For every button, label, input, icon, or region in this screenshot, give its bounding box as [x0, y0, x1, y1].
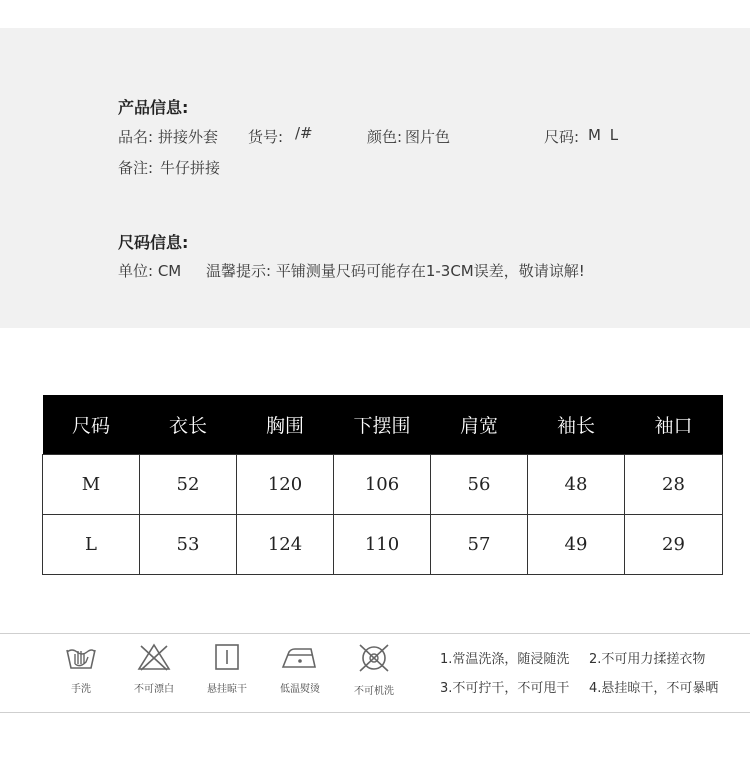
- code-label: 货号:: [248, 128, 284, 146]
- care-top-divider: [0, 633, 750, 634]
- care-bottom-divider: [0, 712, 750, 713]
- care-item-low-iron: [265, 642, 335, 695]
- name-value: 拼接外套: [158, 128, 219, 146]
- table-header-cell: 肩宽: [431, 395, 528, 455]
- table-cell: 53: [140, 515, 237, 575]
- product-info-heading: 产品信息:: [118, 98, 189, 117]
- table-header-cell: 尺码: [43, 395, 140, 455]
- table-header-cell: 袖长: [528, 395, 625, 455]
- table-cell: M: [43, 455, 140, 515]
- care-label: 不可漂白: [134, 684, 174, 695]
- no-machine-wash-icon: [356, 642, 392, 674]
- table-header-cell: 袖口: [625, 395, 723, 455]
- table-cell: 120: [237, 455, 334, 515]
- table-cell: 49: [528, 515, 625, 575]
- note-label: 备注:: [118, 159, 154, 177]
- table-cell: 124: [237, 515, 334, 575]
- size-value: M L: [588, 126, 621, 144]
- size-info-heading: 尺码信息:: [118, 233, 189, 252]
- color-label: 颜色:: [367, 128, 403, 146]
- table-cell: L: [43, 515, 140, 575]
- code-value: /#: [295, 124, 313, 142]
- care-label: 手洗: [71, 684, 91, 695]
- size-label: 尺码:: [544, 128, 580, 146]
- care-label: 不可机洗: [354, 686, 394, 697]
- table-cell: 48: [528, 455, 625, 515]
- tip-text: 温馨提示: 平铺测量尺码可能存在1-3CM误差，敬请谅解!: [206, 262, 585, 280]
- note-value: 牛仔拼接: [160, 159, 221, 177]
- care-label: 低温熨烫: [280, 684, 320, 695]
- table-cell: 57: [431, 515, 528, 575]
- name-label: 品名:: [118, 128, 154, 146]
- unit-text: 单位: CM: [118, 262, 182, 280]
- table-header-cell: 下摆围: [334, 395, 431, 455]
- table-cell: 56: [431, 455, 528, 515]
- care-note: 4.悬挂晾干，不可暴晒: [589, 681, 719, 696]
- care-item-no-machine-wash: [339, 642, 409, 697]
- hang-dry-icon: [209, 642, 245, 672]
- table-header-cell: 衣长: [140, 395, 237, 455]
- table-cell: 106: [334, 455, 431, 515]
- low-iron-icon: [280, 642, 320, 672]
- table-cell: 110: [334, 515, 431, 575]
- info-panel: [0, 28, 750, 328]
- table-cell: 29: [625, 515, 723, 575]
- care-item-hang-dry: [192, 642, 262, 695]
- care-item-hand-wash: [46, 642, 116, 695]
- table-header-row: [43, 395, 723, 455]
- color-value: 图片色: [405, 128, 451, 146]
- hand-wash-icon: [63, 642, 99, 672]
- table-cell: 52: [140, 455, 237, 515]
- care-note: 1.常温洗涤，随浸随洗: [440, 652, 570, 667]
- table-cell: 28: [625, 455, 723, 515]
- no-bleach-icon: [136, 642, 172, 672]
- size-table: [42, 395, 723, 575]
- table-row: [43, 515, 723, 575]
- care-note: 3.不可拧干，不可甩干: [440, 681, 570, 696]
- care-label: 悬挂晾干: [207, 684, 247, 695]
- table-header-cell: 胸围: [237, 395, 334, 455]
- table-row: [43, 455, 723, 515]
- care-item-no-bleach: [119, 642, 189, 695]
- care-note: 2.不可用力揉搓衣物: [589, 652, 706, 667]
